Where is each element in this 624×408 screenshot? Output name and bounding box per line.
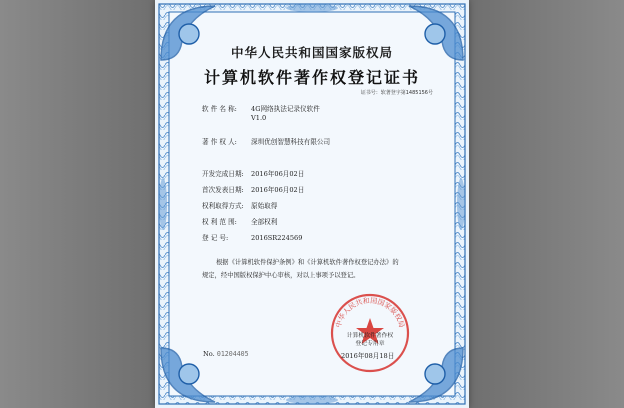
seal-arc-text: 中华人民共和国国家版权局 bbox=[334, 296, 406, 329]
seal-org-line2: 登记专用章 bbox=[355, 341, 385, 347]
legal-statement-line2: 规定，经中国版权保护中心审核，对以上事项予以登记。 bbox=[202, 272, 360, 279]
field-value: 2016年06月02日 bbox=[251, 186, 305, 194]
field-copyright-owner bbox=[202, 136, 330, 146]
field-label: 软 件 名 称: bbox=[202, 105, 237, 113]
legal-statement-line1: 根据《计算机软件保护条例》和《计算机软件著作权登记办法》的 bbox=[216, 259, 399, 266]
seal-org-line1: 计算机软件著作权 bbox=[346, 333, 394, 339]
certificate-number-value: 软著登字第1485156号 bbox=[380, 90, 433, 96]
issue-date: 2016年08月18日 bbox=[341, 352, 395, 360]
field-value: 2016年06月02日 bbox=[251, 170, 305, 178]
field-value: 2016SR224569 bbox=[251, 234, 303, 242]
field-label: 权利取得方式: bbox=[202, 202, 244, 210]
software-version: V1.0 bbox=[251, 114, 267, 122]
certificate-number-label: 证书号： bbox=[360, 90, 381, 96]
background-right bbox=[469, 0, 624, 408]
field-label: 首次发表日期: bbox=[202, 186, 244, 194]
field-label: 权 利 范 围: bbox=[202, 218, 237, 226]
field-software-name bbox=[202, 103, 320, 113]
serial-number bbox=[203, 350, 249, 358]
field-publish-date bbox=[202, 184, 304, 194]
background-left bbox=[0, 0, 155, 408]
legal-statement bbox=[202, 256, 428, 282]
field-completion-date bbox=[202, 168, 304, 178]
serial-value: 01204405 bbox=[216, 350, 249, 358]
field-rights-scope bbox=[202, 216, 277, 226]
certificate-page bbox=[155, 0, 469, 408]
serial-label: No. bbox=[203, 350, 215, 358]
field-value: 原始取得 bbox=[251, 202, 278, 210]
field-label: 开发完成日期: bbox=[202, 170, 244, 178]
field-label: 登 记 号: bbox=[202, 234, 229, 242]
field-value: 全部权利 bbox=[251, 218, 278, 226]
certificate-number bbox=[361, 89, 433, 96]
seal-organization bbox=[339, 332, 401, 348]
field-label: 著 作 权 人: bbox=[202, 138, 237, 146]
certificate-title: 计算机软件著作权登记证书 bbox=[203, 68, 420, 87]
field-value: 深圳优创智慧科技有限公司 bbox=[251, 138, 331, 146]
issuer-title: 中华人民共和国国家版权局 bbox=[230, 45, 393, 60]
field-acquisition-method bbox=[202, 200, 277, 210]
field-registration-number bbox=[202, 232, 302, 242]
field-value: 4G网络执法记录仪软件 bbox=[251, 105, 320, 113]
